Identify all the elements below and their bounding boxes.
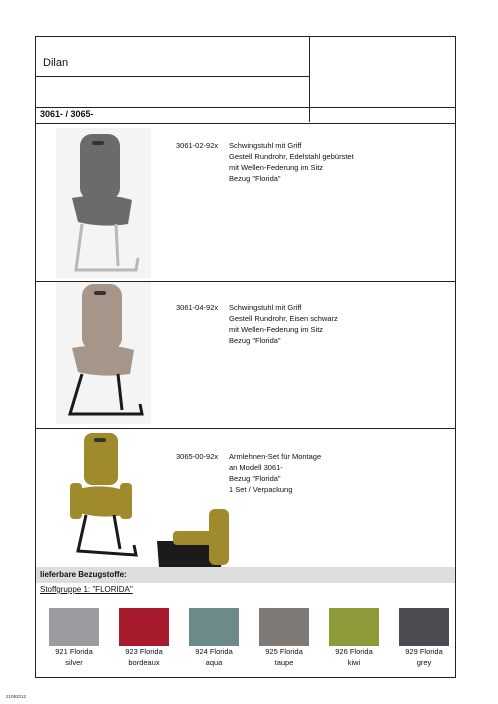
header-right-cell [310,37,455,108]
fabric-code: 926 Florida [335,647,373,656]
fabric-color-name: silver [65,658,83,667]
fabric-color-name: aqua [205,658,223,667]
product-line: Bezug "Florida" [229,174,281,183]
fabric-color-name: grey [416,658,432,667]
fabric-swatch [259,608,309,646]
product-line: Schwingstuhl mit Griff [229,303,302,312]
model-code-row [36,107,455,124]
footer-code: 21092012 [6,694,27,699]
fabric-label [249,646,319,668]
product-line: Bezug "Florida" [229,336,281,345]
product-number: 3061-02-92x [176,141,219,150]
chair-icon [56,282,151,424]
product-line: an Modell 3061- [229,463,283,472]
fabric-swatch [399,608,449,646]
fabric-label [389,646,459,668]
fabric-code: 925 Florida [265,647,303,656]
page-title: Dilan [43,57,69,69]
fabrics-heading-bar [36,567,455,583]
fabric-code: 924 Florida [195,647,233,656]
title-cell [36,37,309,77]
product-line: mit Wellen-Federung im Sitz [229,325,324,334]
fabric-label [319,646,389,668]
armrest-set-image [151,507,241,567]
chair-icon [56,431,156,561]
fabric-swatch [119,608,169,646]
fabric-code: 929 Florida [405,647,443,656]
product-number: 3061-04-92x [176,303,219,312]
product-line: mit Wellen-Federung im Sitz [229,163,324,172]
fabric-swatch [49,608,99,646]
fabric-code: 921 Florida [55,647,93,656]
fabric-label [179,646,249,668]
model-code: 3061- / 3065- [40,109,94,119]
product-number: 3065-00-92x [176,452,219,461]
fabrics-heading: lieferbare Bezugstoffe: [40,570,127,579]
product-line: 1 Set / Verpackung [229,485,293,494]
product-row-1 [36,124,455,282]
fabric-color-name: bordeaux [128,658,160,667]
fabric-group-label: Stoffgruppe 1: "FLORIDA" [40,585,133,594]
fabric-code: 923 Florida [125,647,163,656]
product-sheet [35,36,456,678]
armrest-icon [151,507,241,567]
fabric-swatch [189,608,239,646]
header-empty-cell [36,77,309,108]
product-line: Bezug "Florida" [229,474,281,483]
product-row-2 [36,282,455,429]
chair-image-2 [56,282,151,424]
chair-image-1 [56,128,151,278]
product-line: Armlehnen-Set für Montage [229,452,322,461]
product-line: Schwingstuhl mit Griff [229,141,302,150]
fabric-color-name: taupe [274,658,294,667]
fabric-label [109,646,179,668]
product-line: Gestell Rundrohr, Eisen schwarz [229,314,338,323]
fabric-color-name: kiwi [347,658,361,667]
chair-image-3 [56,431,156,561]
product-line: Gestell Rundrohr, Edelstahl gebürstet [229,152,354,161]
fabric-swatch [329,608,379,646]
product-row-3 [36,429,455,566]
fabric-label [39,646,109,668]
chair-icon [56,128,151,278]
